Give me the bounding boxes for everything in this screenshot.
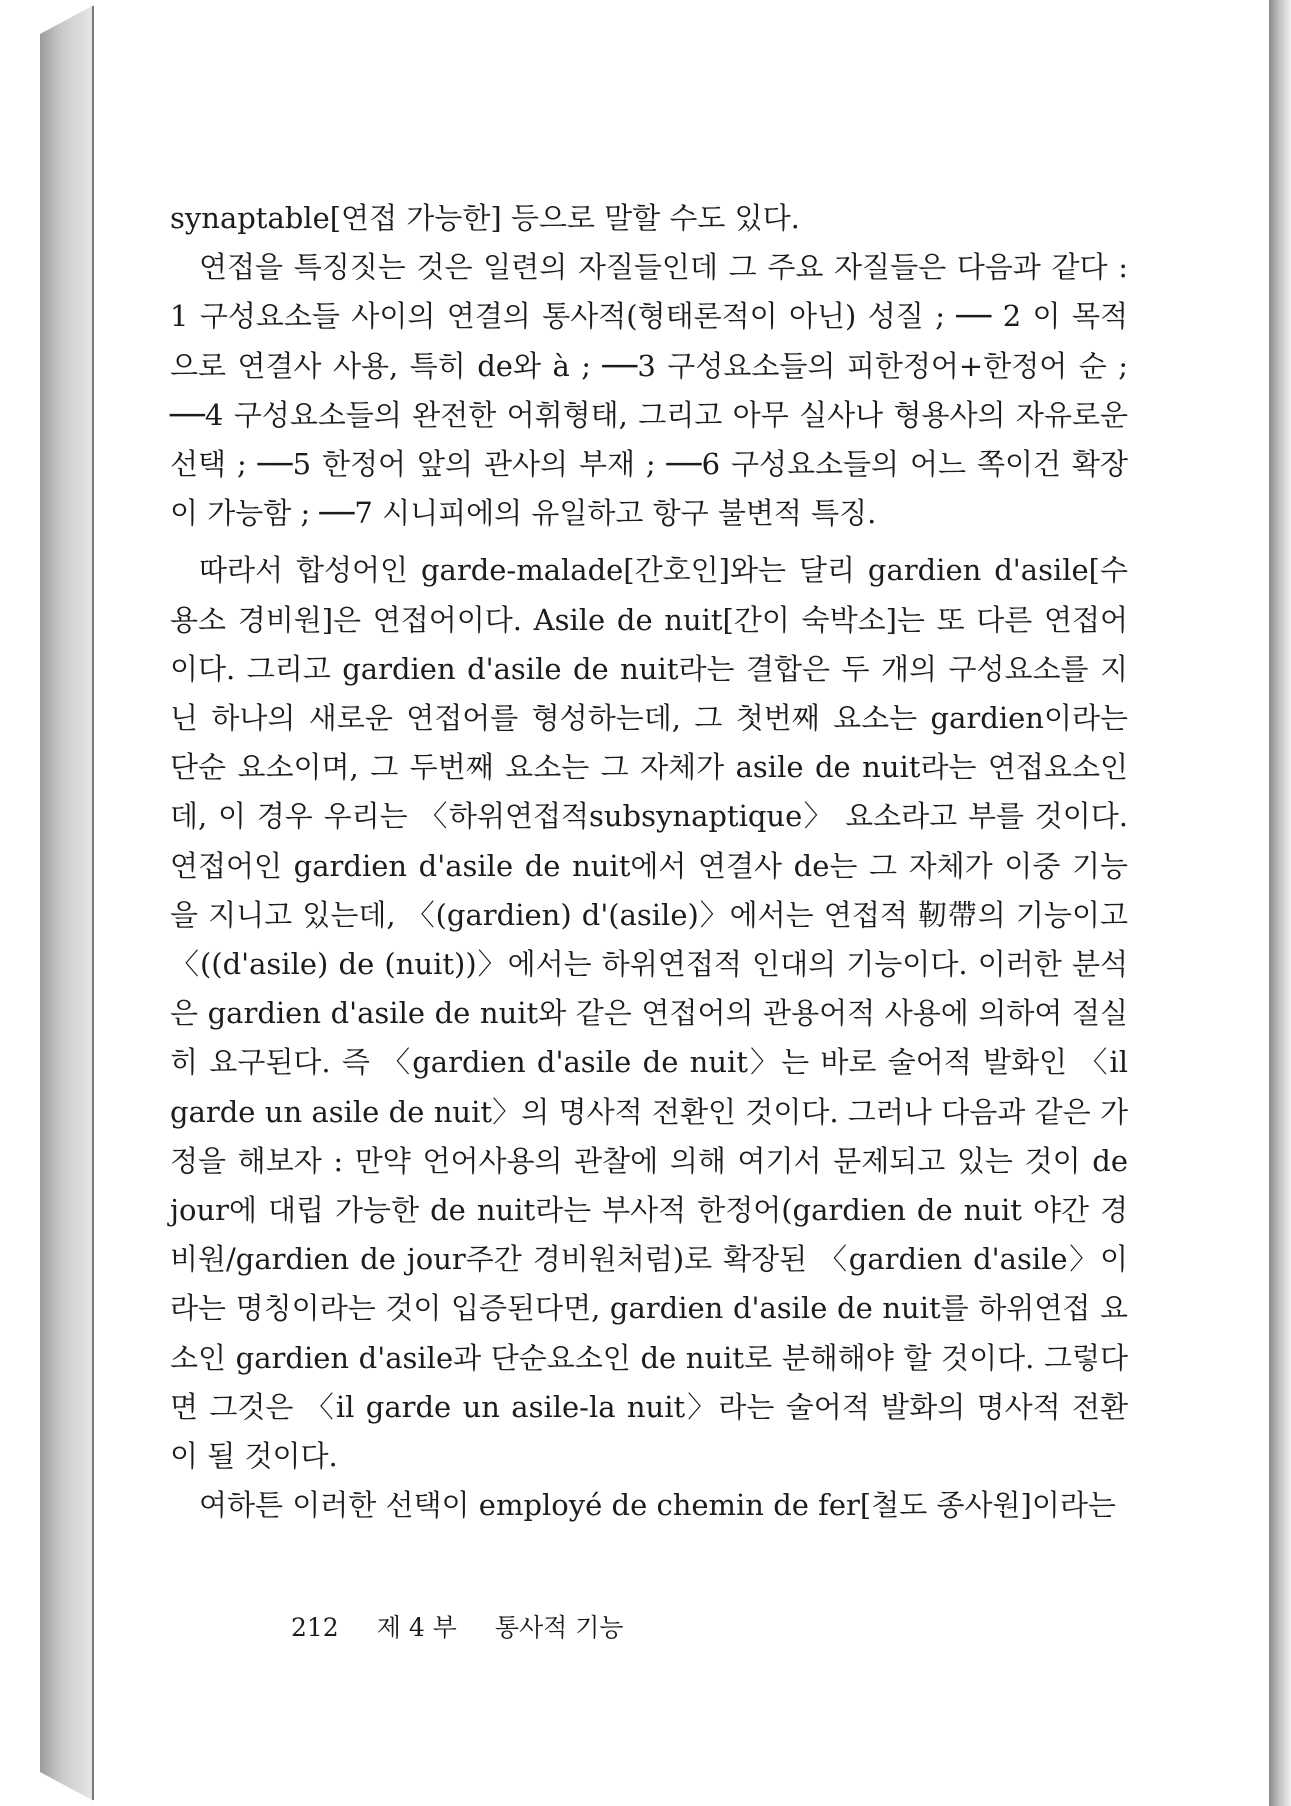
book-spine <box>40 6 92 1800</box>
running-footer <box>291 1608 662 1644</box>
paragraph-continuation: synaptable[연접 가능한] 등으로 말할 수도 있다. <box>170 201 800 235</box>
paragraph-analysis: 따라서 합성어인 garde-malade[간호인]와는 달리 gardien d'asile[수용소 경비원]은 연접어이다. Asile de nuit[간이 숙박소]는 또 다른 연접어이다. 그리고 gardien d'asile de nuit라는 결합은 두 개의 구성요소를 지닌 하나의 새로운 연접어를 형성하는데, 그 첫번째 요소는 gardien이라는 단순 요소이며, 그 두번째 요소는 그 자체가 asile de nuit라는 연접요소인데, 이 경우 우리는 〈하위연접적subsynaptique〉 요소라고 부를 것이다. 연접어인 gardien d'asile de nuit에서 연결사 de는 그 자체가 이중 기능을 지니고 있는데, 〈(gardien) d'(asile)〉에서는 연접적 靭帶의 기능이고 〈((d'asile) de (nuit))〉에서는 하위연접적 인대의 기능이다. 이러한 분석은 gardien d'asile de nuit와 같은 연접어의 관용어적 사용에 의하여 절실히 요구된다. 즉 〈gardien d'asile de nuit〉는 바로 술어적 발화인 〈il garde un asile de nuit〉의 명사적 전환인 것이다. 그러나 다음과 같은 가정을 해보자 : 만약 언어사용의 관찰에 의해 여기서 문제되고 있는 것이 de jour에 대립 가능한 de nuit라는 부사적 한정어(gardien de nuit 야간 경비원/gardien de jour주간 경비원처럼)로 확장된 〈gardien d'asile〉이라는 명칭이라는 것이 입증된다면, gardien d'asile de nuit를 하위연접 요소인 gardien d'asile과 단순요소인 de nuit로 분해해야 할 것이다. 그렇다면 그것은 〈il garde un asile-la nuit〉라는 술어적 발화의 명사적 전환이 될 것이다. <box>170 553 1128 1474</box>
paragraph-closing: 여하튼 이러한 선택이 employé de chemin de fer[철도 종사원]이라는 <box>199 1488 1116 1523</box>
page-body <box>170 194 1128 1530</box>
part-label: 제 4 부 <box>376 1613 457 1642</box>
paragraph-features: 연접을 특징짓는 것은 일련의 자질들인데 그 주요 자질들은 다음과 같다 : 1 구성요소들 사이의 연결의 통사적(형태론적이 아닌) 성질 ; ── 2 이 목적으로 연결사 사용, 특히 de와 à ; ──3 구성요소들의 피한정어+한정어 순 ; ──4 구성요소들의 완전한 어휘형태, 그리고 아무 실사나 형용사의 자유로운 선택 ; ──5 한정어 앞의 관사의 부재 ; ──6 구성요소들의 어느 쪽이건 확장이 가능함 ; ──7 시니피에의 유일하고 항구 불변적 특징. <box>170 250 1128 531</box>
page-number: 212 <box>291 1613 339 1642</box>
chapter-title: 통사적 기능 <box>494 1613 624 1642</box>
page-edge-shadow <box>1269 0 1291 1806</box>
